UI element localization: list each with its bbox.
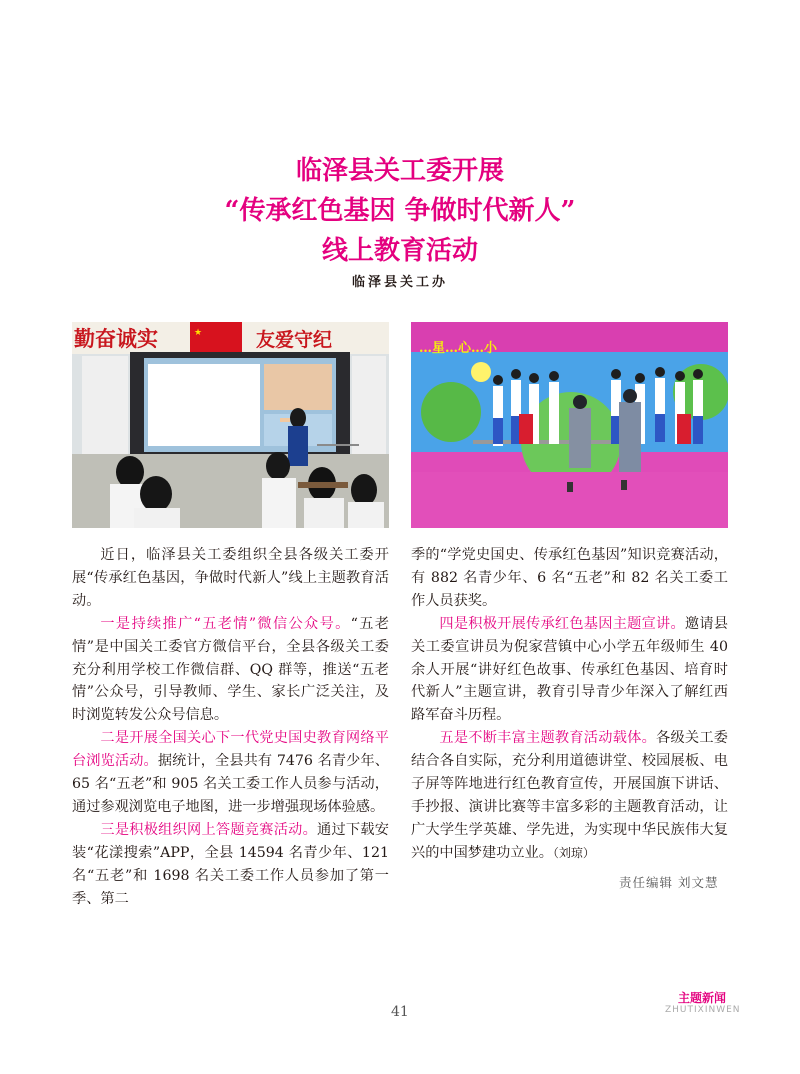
- banner-slogan-right: 友爱守纪: [256, 329, 333, 351]
- text-column-left: [72, 544, 389, 911]
- paragraph-point-3: [72, 819, 389, 911]
- classroom-photo: [72, 322, 389, 528]
- banner-slogan-left: 勤奋诚实: [74, 326, 158, 351]
- paragraph-point-3-continued: 季的“学党史国史、传承红色基因”知识竞赛活动，有 882 名青少年、6 名“五老”和 82 名关工委工作人员获奖。: [411, 547, 728, 609]
- point-2-heading: 二是开展全国关心下一代党史国史教育网络平台浏览活动。: [72, 730, 389, 770]
- section-brand: 主题新闻: [678, 991, 727, 1005]
- point-1-heading: 一是持续推广“五老情”微信公众号。: [100, 615, 351, 632]
- svg-text:★: ★: [194, 328, 203, 338]
- text-column-right: [411, 544, 728, 865]
- paragraph-point-5: [411, 727, 728, 864]
- point-5-body: 各级关工委结合各自实际，充分利用道德讲堂、校园展板、电子屏等阵地进行红色教育宣传，开展国旗下讲话、手抄报、演讲比赛等丰富多彩的主题教育活动，让广大学生学英雄、学先进，为实现中华民族伟大复兴的中国梦建功立业。: [411, 730, 728, 861]
- paragraph-point-1: [72, 613, 389, 728]
- stage-performance-photo: [411, 322, 728, 528]
- point-4-body: 邀请县关工委宣讲员为倪家营镇中心小学五年级师生 40 余人开展“讲好红色故事、传承红色基因、培育时代新人”主题宣讲，教育引导青少年深入了解红西路军奋斗历程。: [411, 615, 728, 724]
- paragraph-point-2: [72, 727, 389, 819]
- article-title-line-1: 临泽县关工委开展: [295, 156, 504, 186]
- stage-banner-text: …星…心…小: [419, 341, 498, 356]
- point-1-body: “五老情”是中国关工委官方微信平台，全县各级关工委充分利用学校工作微信群、QQ 群等，推送“五老情”公众号，引导教师、学生、家长广泛关注，及时浏览转发公众号信息。: [72, 615, 389, 724]
- point-5-heading: 五是不断丰富主题教育活动载体。: [439, 730, 657, 747]
- section-brand-pinyin: ZHUTIXINWEN: [665, 1005, 741, 1015]
- page-number: 41: [391, 1004, 409, 1020]
- responsible-editor: 责任编辑 刘文慧: [619, 875, 719, 890]
- paragraph-point-4: [411, 613, 728, 728]
- point-2-body: 据统计，全县共有 7476 名青少年、65 名“五老”和 905 名关工委工作人员参与活动，通过参观浏览电子地图，进一步增强现场体验感。: [72, 753, 389, 815]
- point-4-heading: 四是积极开展传承红色基因主题宣讲。: [439, 615, 685, 632]
- article-title-line-2: “传承红色基因 争做时代新人”: [224, 196, 576, 226]
- paragraph-intro: 近日，临泽县关工委组织全县各级关工委开展“传承红色基因，争做时代新人”线上主题教育活动。: [72, 547, 389, 609]
- article-author: （刘琼）: [552, 845, 595, 860]
- article-title-line-3: 线上教育活动: [321, 236, 478, 266]
- point-3-body: 通过下载安装“花漾搜索”APP，全县 14594 名青少年、121 名“五老”和 1698 名关工委工作人员参加了第一季、第二: [72, 821, 389, 907]
- point-3-heading: 三是积极组织网上答题竞赛活动。: [100, 821, 318, 838]
- article-byline: 临泽县关工办: [351, 275, 448, 290]
